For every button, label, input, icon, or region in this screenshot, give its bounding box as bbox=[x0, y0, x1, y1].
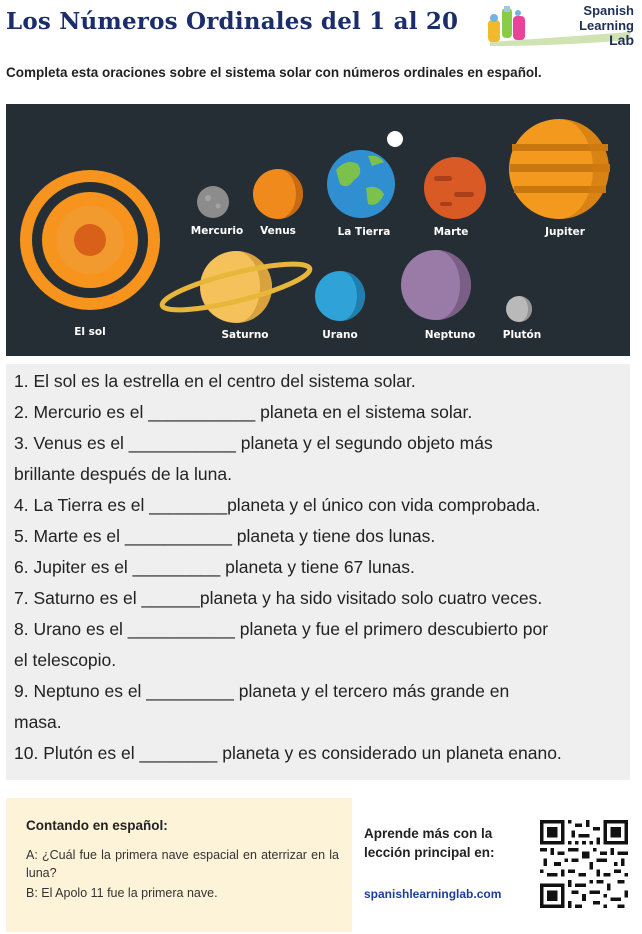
brand-line-1: Spanish Learning bbox=[579, 3, 634, 33]
sentence-line: el telescopio. bbox=[14, 650, 117, 670]
sentence-line: brillante después de la luna. bbox=[14, 464, 232, 484]
sentence-line: 5. Marte es el ___________ planeta y tiene dos lunas. bbox=[14, 526, 436, 546]
instructions: Completa esta oraciones sobre el sistema solar con números ordinales en español. bbox=[6, 65, 542, 80]
sentence-line: 3. Venus es el ___________ planeta y el segundo objeto más bbox=[14, 433, 493, 453]
jupiter-label: Jupiter bbox=[545, 226, 585, 238]
venus-label: Venus bbox=[260, 225, 296, 237]
pluto-icon bbox=[506, 296, 532, 322]
jupiter-icon bbox=[509, 119, 610, 219]
mercury-icon bbox=[197, 186, 229, 218]
sun-label: El sol bbox=[74, 326, 106, 338]
counting-question: A: ¿Cuál fue la primera nave espacial en aterrizar en la luna? bbox=[26, 848, 339, 880]
sentence-line: 6. Jupiter es el _________ planeta y tiene 67 lunas. bbox=[14, 557, 415, 577]
site-link[interactable]: spanishlearninglab.com bbox=[364, 887, 502, 901]
venus-icon bbox=[253, 169, 303, 219]
sentence-line: 2. Mercurio es el ___________ planeta en el sistema solar. bbox=[14, 402, 473, 422]
counting-title: Contando en español: bbox=[26, 818, 168, 833]
uranus-label: Urano bbox=[322, 329, 358, 341]
neptune-icon bbox=[401, 250, 471, 320]
earth-label: La Tierra bbox=[337, 226, 391, 238]
mercury-label: Mercurio bbox=[190, 225, 244, 237]
mars-icon bbox=[424, 157, 486, 219]
moon-icon bbox=[387, 131, 403, 147]
qr-code-icon[interactable] bbox=[540, 818, 628, 910]
page-title: Los Números Ordinales del 1 al 20 bbox=[6, 8, 459, 35]
pluto-label: Plutón bbox=[502, 329, 542, 341]
saturn-label: Saturno bbox=[221, 329, 269, 341]
neptune-label: Neptuno bbox=[424, 329, 476, 341]
sun-icon bbox=[20, 170, 160, 310]
learn-more-text: Aprende más con la lección principal en: bbox=[364, 826, 495, 860]
sentences-panel bbox=[6, 364, 630, 780]
earth-icon bbox=[327, 150, 395, 218]
sentence-line: 10. Plutón es el ________ planeta y es considerado un planeta enano. bbox=[14, 743, 562, 763]
sentence-line: 7. Saturno es el ______planeta y ha sido visitado solo cuatro veces. bbox=[14, 588, 543, 608]
solar-system-drawing bbox=[6, 104, 630, 356]
uranus-icon bbox=[315, 271, 365, 321]
sentence-line: 8. Urano es el ___________ planeta y fue el primero descubierto por bbox=[14, 619, 549, 639]
counting-answer: B: El Apolo 11 fue la primera nave. bbox=[26, 886, 218, 900]
mars-label: Marte bbox=[433, 226, 469, 238]
sentence-line: 9. Neptuno es el _________ planeta y el tercero más grande en bbox=[14, 681, 510, 701]
solar-system-illustration bbox=[6, 104, 630, 356]
sentence-line: masa. bbox=[14, 712, 62, 732]
brand-logo-text bbox=[534, 3, 634, 48]
sentence-line: 1. El sol es la estrella en el centro del sistema solar. bbox=[14, 371, 416, 391]
saturn-icon bbox=[159, 251, 313, 323]
brand-line-2: Lab bbox=[609, 32, 634, 48]
sentence-line: 4. La Tierra es el ________planeta y el único con vida comprobada. bbox=[14, 495, 541, 515]
